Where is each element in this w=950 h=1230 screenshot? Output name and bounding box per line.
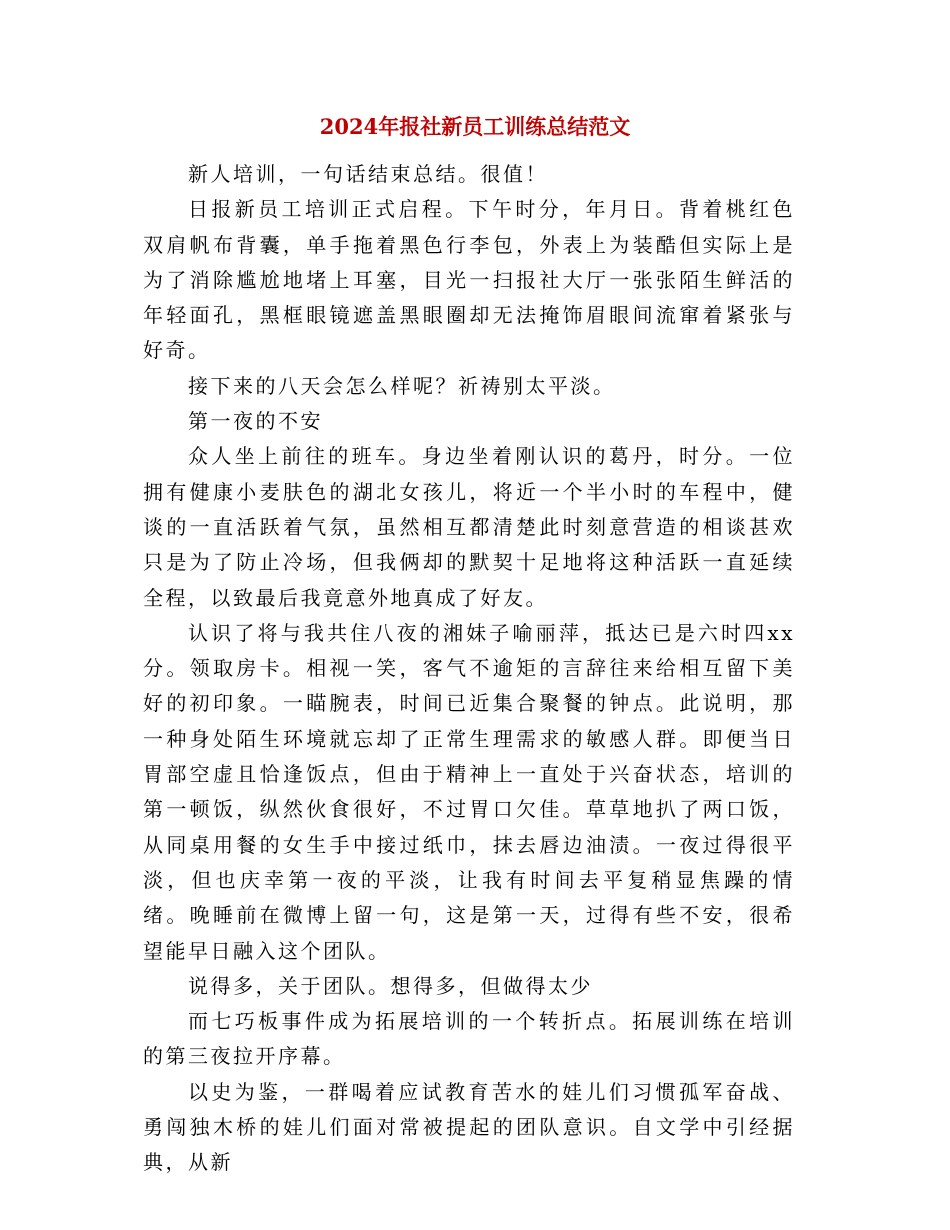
paragraph: 而七巧板事件成为拓展培训的一个转折点。拓展训练在培训的第三夜拉开序幕。	[143, 1009, 795, 1069]
document-title: 2024年报社新员工训练总结范文	[319, 114, 631, 139]
section-heading: 第一夜的不安	[188, 409, 323, 434]
document-body	[143, 157, 795, 1181]
paragraph: 众人坐上前往的班车。身边坐着刚认识的葛丹，时分。一位拥有健康小麦肤色的湖北女孩儿，将近一个半小时的车程中，健谈的一直活跃着气氛，虽然相互都清楚此时刻意营造的相谈甚欢只是为了防止冷场，但我俩却的默契十足地将这种活跃一直延续全程，以致最后我竟意外地真成了好友。	[143, 444, 795, 610]
paragraph: 新人培训，一句话结束总结。很值！	[188, 162, 548, 186]
section-heading: 说得多，关于团队。想得多，但做得太少	[188, 973, 593, 998]
paragraph: 接下来的八天会怎么样呢？祈祷别太平淡。	[188, 373, 616, 398]
paragraph: 认识了将与我共住八夜的湘妹子喻丽萍，抵达已是六时四xx分。领取房卡。相视一笑，客气不逾矩的言辞往来给相互留下美好的初印象。一瞄腕表，时间已近集合聚餐的钟点。此说明，那一种身处陌生环境就忘却了正常生理需求的敏感人群。即便当日胃部空虚且恰逢饭点，但由于精神上一直处于兴奋状态，培训的第一顿饭，纵然伙食很好，不过胃口欠佳。草草地扒了两口饭，从同桌用餐的女生手中接过纸巾，抹去唇边油渍。一夜过得很平淡，但也庆幸第一夜的平淡，让我有时间去平复稍显焦躁的情绪。晚睡前在微博上留一句，这是第一天，过得有些不安，很希望能早日融入这个团队。	[143, 620, 795, 963]
paragraph: 日报新员工培训正式启程。下午时分，年月日。背着桃红色双肩帆布背囊，单手拖着黑色行李包，外表上为装酷但实际上是为了消除尴尬地堵上耳塞，目光一扫报社大厅一张张陌生鲜活的年轻面孔，黑框眼镜遮盖黑眼圈却无法掩饰眉眼间流窜着紧张与好奇。	[143, 197, 795, 363]
paragraph: 以史为鉴，一群喝着应试教育苦水的娃儿们习惯孤军奋战、勇闯独木桥的娃儿们面对常被提起的团队意识。自文学中引经据典，从新	[143, 1079, 795, 1175]
